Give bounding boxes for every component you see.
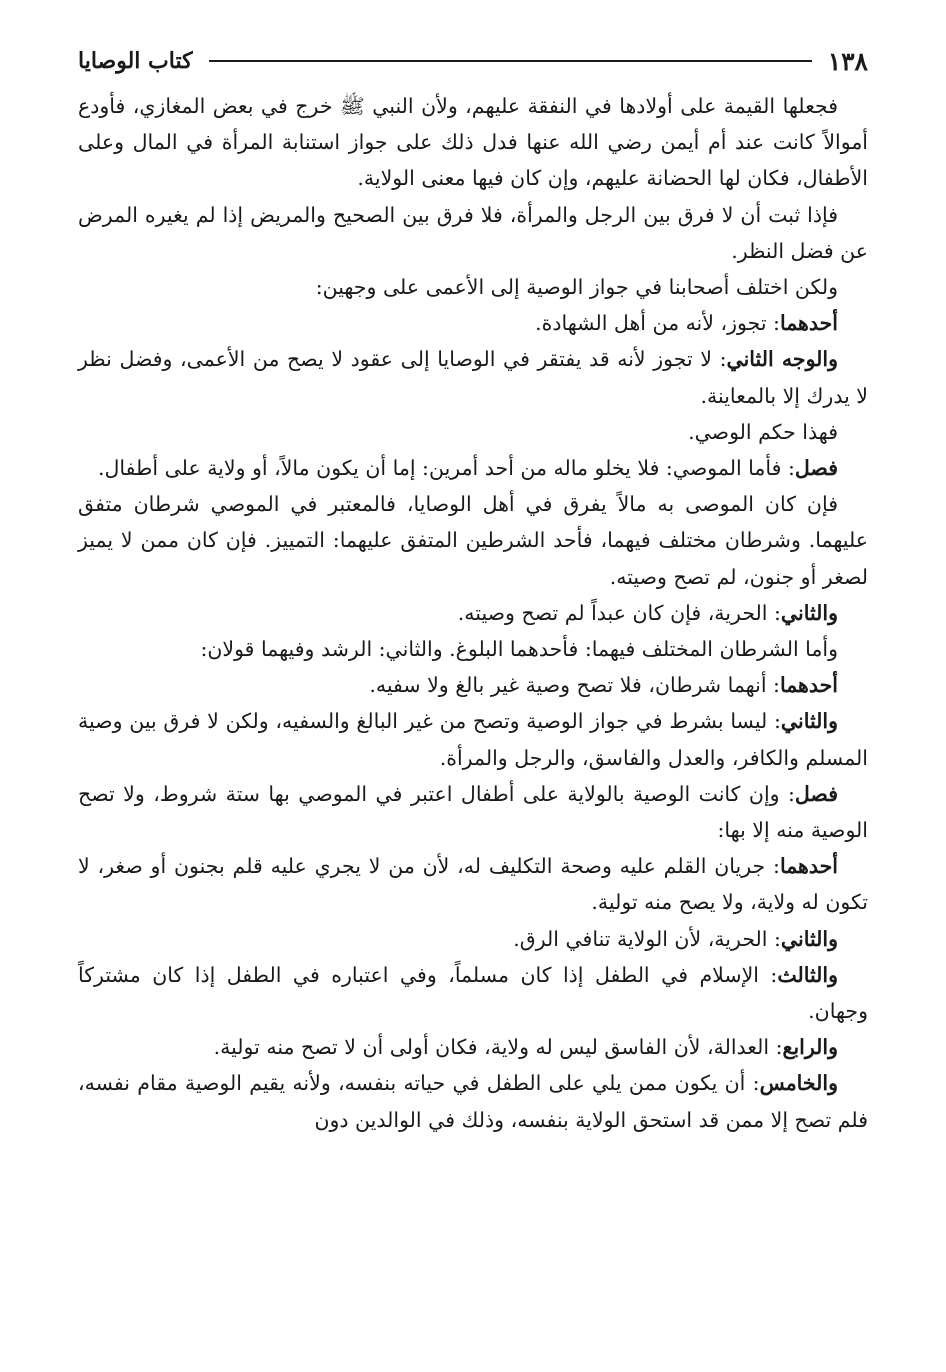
paragraph <box>78 414 868 450</box>
page-body <box>78 88 868 1138</box>
book-page <box>78 40 868 1138</box>
paragraph-text: فإن كان الموصى به مالاً يفرق في أهل الوصايا، فالمعتبر في الموصي شرطان متفق عليهما. وشرطان مختلف فيهما، فأحد الشرطين المتفق عليهما: التمييز. فإن كان ممن لا يميز لصغر أو جنون، لم تصح وصيته. <box>78 492 868 589</box>
paragraph <box>78 88 868 197</box>
page-header <box>78 40 868 82</box>
paragraph-text: ولكن اختلف أصحابنا في جواز الوصية إلى الأعمى على وجهين: <box>315 275 838 300</box>
paragraph <box>78 631 868 667</box>
header-rule <box>209 60 812 62</box>
paragraph-lead: أحدهما <box>779 311 838 336</box>
page-number: ١٣٨ <box>827 46 868 76</box>
paragraph-text: وأما الشرطان المختلف فيهما: فأحدهما البلوغ. والثاني: الرشد وفيهما قولان: <box>200 637 838 662</box>
paragraph <box>78 667 868 703</box>
paragraph-text: : أنهما شرطان، فلا تصح وصية غير بالغ ولا سفيه. <box>369 673 780 698</box>
paragraph-text: فإذا ثبت أن لا فرق بين الرجل والمرأة، فلا فرق بين الصحيح والمريض إذا لم يغيره المرض عن فضل النظر. <box>78 202 868 263</box>
paragraph <box>78 197 868 269</box>
paragraph-text: : جريان القلم عليه وصحة التكليف له، لأن من لا يجري عليه قلم بجنون أو صغر، لا تكون له ولاية، ولا يصح منه تولية. <box>78 854 868 915</box>
paragraph <box>78 305 868 341</box>
book-title: كتاب الوصايا <box>78 48 193 74</box>
paragraph-lead: أحدهما <box>779 854 838 879</box>
paragraph <box>78 776 868 848</box>
paragraph-lead: والوجه الثاني <box>726 347 838 372</box>
paragraph <box>78 703 868 775</box>
paragraph-text: : فأما الموصي: فلا يخلو ماله من أحد أمرين: إما أن يكون مالاً، أو ولاية على أطفال. <box>98 456 795 481</box>
paragraph-text: : العدالة، لأن الفاسق ليس له ولاية، فكان أولى أن لا تصح منه تولية. <box>213 1035 783 1060</box>
paragraph <box>78 1065 868 1137</box>
paragraph <box>78 269 868 305</box>
paragraph <box>78 450 868 486</box>
paragraph-lead: والثاني <box>780 600 838 625</box>
paragraph-text: : الإسلام في الطفل إذا كان مسلماً، وفي اعتباره في الطفل إذا كان مشتركاً وجهان. <box>78 962 868 1024</box>
paragraph-lead: فصل <box>794 781 838 806</box>
paragraph <box>78 486 868 595</box>
paragraph-text: : وإن كانت الوصية بالولاية على أطفال اعتبر في الموصي بها ستة شروط، ولا تصح الوصية منه إلا بها: <box>78 781 868 843</box>
paragraph-lead: والرابع <box>782 1035 838 1060</box>
paragraph <box>78 595 868 631</box>
paragraph-text: : أن يكون ممن يلي على الطفل في حياته بنفسه، ولأنه يقيم الوصية مقام نفسه، فلم تصح إلا ممن قد استحق الولاية بنفسه، وذلك في الوالدين دون <box>78 1071 868 1132</box>
paragraph-lead: والثاني <box>780 709 838 734</box>
paragraph-text: : تجوز، لأنه من أهل الشهادة. <box>535 311 780 336</box>
paragraph <box>78 1029 868 1065</box>
paragraph-text: : لا تجوز لأنه قد يفتقر في الوصايا إلى عقود لا يصح من الأعمى، وفضل نظر لا يدرك إلا بالمعاينة. <box>78 347 868 408</box>
paragraph-text: فهذا حكم الوصي. <box>688 419 838 444</box>
paragraph-text: : ليسا بشرط في جواز الوصية وتصح من غير البالغ والسفيه، ولكن لا فرق بين وصية المسلم والكافر، والعدل والفاسق، والرجل والمرأة. <box>78 709 868 770</box>
paragraph-text: : الحرية، لأن الولاية تنافي الرق. <box>513 926 781 951</box>
paragraph <box>78 921 868 957</box>
paragraph <box>78 848 868 920</box>
paragraph-lead: والثاني <box>780 926 838 951</box>
paragraph-lead: والثالث <box>777 962 838 987</box>
paragraph-lead: فصل <box>794 456 838 481</box>
paragraph-lead: والخامس <box>759 1071 838 1096</box>
paragraph-text: : الحرية، فإن كان عبداً لم تصح وصيته. <box>457 600 781 625</box>
paragraph-text: فجعلها القيمة على أولادها في النفقة عليهم، ولأن النبي ﷺ خرج في بعض المغازي، فأودع أموالاً كانت عند أم أيمن رضي الله عنها فدل ذلك على جواز استنابة المرأة في المال وعلى الأطفال، فكان لها الحضانة عليهم، وإن كان فيها معنى الولاية. <box>78 94 868 191</box>
paragraph <box>78 957 868 1029</box>
paragraph <box>78 341 868 413</box>
paragraph-lead: أحدهما <box>779 673 838 698</box>
